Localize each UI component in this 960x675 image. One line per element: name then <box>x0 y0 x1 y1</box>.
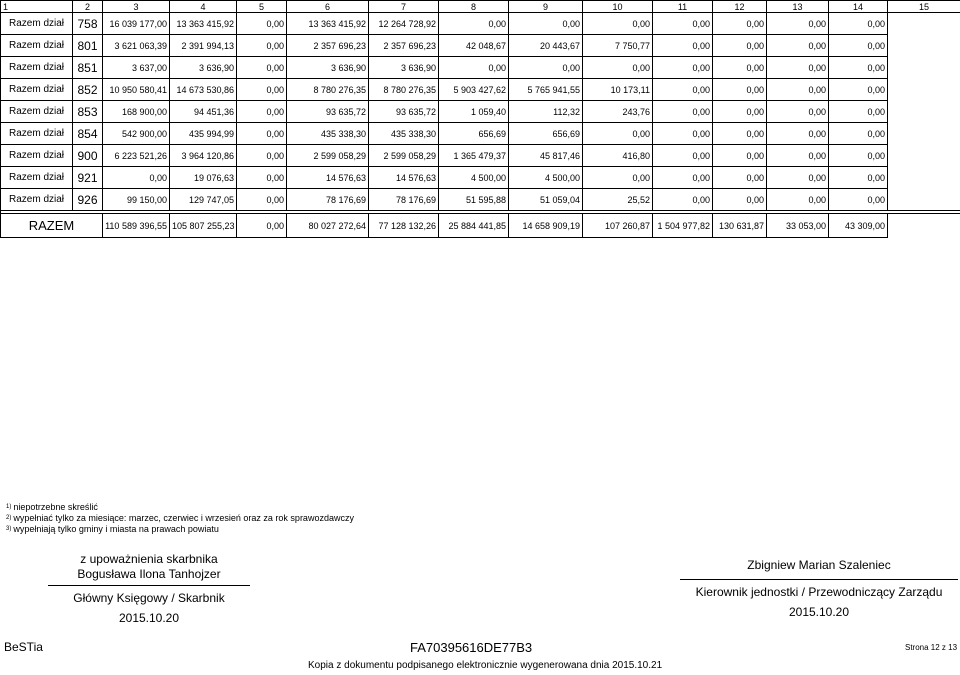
table-cell: 93 635,72 <box>369 101 439 123</box>
row-label: Razem dział <box>1 123 73 145</box>
column-number-5: 5 <box>237 1 287 13</box>
table-cell: 0,00 <box>439 13 509 35</box>
right-signature-name: Zbigniew Marian Szaleniec <box>747 558 891 572</box>
table-cell: 0,00 <box>767 123 829 145</box>
table-cell: 0,00 <box>767 79 829 101</box>
left-signature-block <box>48 552 250 625</box>
table-row <box>1 101 960 123</box>
table-cell: 0,00 <box>583 57 653 79</box>
left-signature-line2: Bogusława Ilona Tanhojzer <box>77 567 221 581</box>
column-number-15: 15 <box>888 1 960 13</box>
table-cell: 0,00 <box>713 57 767 79</box>
total-cell: 80 027 272,64 <box>287 214 369 238</box>
column-number-6: 6 <box>287 1 369 13</box>
table-cell: 0,00 <box>237 167 287 189</box>
table-row <box>1 167 960 189</box>
table-cell: 4 500,00 <box>509 167 583 189</box>
table-cell: 112,32 <box>509 101 583 123</box>
copy-note: Kopia z dokumentu podpisanego elektronicznie wygenerowana dnia 2015.10.21 <box>308 660 663 671</box>
row-code: 852 <box>73 79 103 101</box>
left-signature-role: Główny Księgowy / Skarbnik <box>73 591 225 605</box>
total-cell: 77 128 132,26 <box>369 214 439 238</box>
table-cell: 0,00 <box>237 13 287 35</box>
table-cell: 25,52 <box>583 189 653 211</box>
table-cell: 13 363 415,92 <box>170 13 237 35</box>
table-cell: 12 264 728,92 <box>369 13 439 35</box>
row-code: 801 <box>73 35 103 57</box>
table-cell: 0,00 <box>583 13 653 35</box>
column-number-9: 9 <box>509 1 583 13</box>
table-cell: 8 780 276,35 <box>369 79 439 101</box>
table-cell: 93 635,72 <box>287 101 369 123</box>
table-cell: 78 176,69 <box>287 189 369 211</box>
right-signature-date: 2015.10.20 <box>788 605 850 619</box>
table-cell: 0,00 <box>653 101 713 123</box>
table-cell: 656,69 <box>439 123 509 145</box>
column-number-1: 1 <box>1 1 73 13</box>
document-id: FA70395616DE77B3 <box>410 640 533 655</box>
total-cell: 33 053,00 <box>767 214 829 238</box>
total-cell: 0,00 <box>237 214 287 238</box>
table-cell: 416,80 <box>583 145 653 167</box>
table-row <box>1 35 960 57</box>
table-cell: 14 673 530,86 <box>170 79 237 101</box>
table-cell: 0,00 <box>767 145 829 167</box>
table-cell: 0,00 <box>829 123 888 145</box>
row-code: 921 <box>73 167 103 189</box>
table-cell: 16 039 177,00 <box>103 13 170 35</box>
table-cell: 51 059,04 <box>509 189 583 211</box>
table-cell: 0,00 <box>653 79 713 101</box>
row-label: Razem dział <box>1 13 73 35</box>
column-number-12: 12 <box>713 1 767 13</box>
table-row <box>1 13 960 35</box>
table-cell: 0,00 <box>583 167 653 189</box>
table-cell: 0,00 <box>237 145 287 167</box>
table-cell: 3 637,00 <box>103 57 170 79</box>
table-cell: 14 576,63 <box>287 167 369 189</box>
table-cell: 1 059,40 <box>439 101 509 123</box>
table-cell: 0,00 <box>713 13 767 35</box>
table-row <box>1 57 960 79</box>
row-code: 854 <box>73 123 103 145</box>
table-row <box>1 145 960 167</box>
column-number-4: 4 <box>170 1 237 13</box>
table-cell: 1 365 479,37 <box>439 145 509 167</box>
row-code: 851 <box>73 57 103 79</box>
table-row <box>1 189 960 211</box>
table-cell: 2 599 058,29 <box>287 145 369 167</box>
report-table <box>0 0 960 238</box>
total-row <box>1 214 960 238</box>
table-cell: 2 391 994,13 <box>170 35 237 57</box>
table-cell: 0,00 <box>237 35 287 57</box>
total-cell: 110 589 396,55 <box>103 214 170 238</box>
table-cell: 0,00 <box>653 57 713 79</box>
table-cell: 0,00 <box>237 101 287 123</box>
total-cell: 105 807 255,23 <box>170 214 237 238</box>
table-cell: 0,00 <box>767 35 829 57</box>
right-signature-block <box>680 558 958 619</box>
table-cell: 0,00 <box>829 145 888 167</box>
column-number-10: 10 <box>583 1 653 13</box>
table-cell: 0,00 <box>103 167 170 189</box>
total-label: RAZEM <box>1 214 103 238</box>
table-cell: 0,00 <box>829 79 888 101</box>
row-code: 900 <box>73 145 103 167</box>
table-cell: 2 357 696,23 <box>287 35 369 57</box>
table-cell: 10 173,11 <box>583 79 653 101</box>
table-cell: 0,00 <box>713 101 767 123</box>
footnotes <box>6 502 354 535</box>
table-cell: 435 338,30 <box>287 123 369 145</box>
table-cell: 243,76 <box>583 101 653 123</box>
table-cell: 0,00 <box>713 35 767 57</box>
left-signature-date: 2015.10.20 <box>118 611 180 625</box>
table-cell: 0,00 <box>713 123 767 145</box>
row-label: Razem dział <box>1 145 73 167</box>
table-cell: 51 595,88 <box>439 189 509 211</box>
table-cell: 45 817,46 <box>509 145 583 167</box>
table-cell: 3 636,90 <box>287 57 369 79</box>
row-label: Razem dział <box>1 35 73 57</box>
table-cell: 0,00 <box>767 101 829 123</box>
column-number-2: 2 <box>73 1 103 13</box>
table-cell: 435 994,99 <box>170 123 237 145</box>
table-cell: 5 765 941,55 <box>509 79 583 101</box>
table-cell: 8 780 276,35 <box>287 79 369 101</box>
table-cell: 0,00 <box>713 79 767 101</box>
table-cell: 4 500,00 <box>439 167 509 189</box>
table-cell: 0,00 <box>509 57 583 79</box>
total-cell: 107 260,87 <box>583 214 653 238</box>
app-name: BeSTia <box>4 640 43 654</box>
left-signature-line1: z upoważnienia skarbnika <box>80 552 218 566</box>
table-cell: 0,00 <box>237 123 287 145</box>
column-number-14: 14 <box>829 1 888 13</box>
table-cell: 0,00 <box>713 167 767 189</box>
right-signature-role: Kierownik jednostki / Przewodniczący Zarządu <box>695 585 943 599</box>
right-signature-rule <box>680 579 958 580</box>
column-number-3: 3 <box>103 1 170 13</box>
total-cell: 1 504 977,82 <box>653 214 713 238</box>
page-number: Strona 12 z 13 <box>905 643 958 652</box>
table-cell: 94 451,36 <box>170 101 237 123</box>
table-cell: 0,00 <box>767 189 829 211</box>
table-cell: 0,00 <box>829 167 888 189</box>
table-cell: 0,00 <box>237 79 287 101</box>
table-cell: 19 076,63 <box>170 167 237 189</box>
table-cell: 0,00 <box>439 57 509 79</box>
left-signature-rule <box>48 585 250 586</box>
table-cell: 0,00 <box>713 145 767 167</box>
table-cell: 6 223 521,26 <box>103 145 170 167</box>
table-cell: 3 621 063,39 <box>103 35 170 57</box>
table-cell: 13 363 415,92 <box>287 13 369 35</box>
table-cell: 435 338,30 <box>369 123 439 145</box>
table-cell: 129 747,05 <box>170 189 237 211</box>
table-cell: 0,00 <box>829 35 888 57</box>
footnote-2: $^{2)}$ wypełniać tylko za miesiące: marzec, czerwiec i wrzesień oraz za rok sprawozdawczy <box>6 513 354 523</box>
table-cell: 0,00 <box>829 101 888 123</box>
table-cell: 0,00 <box>653 167 713 189</box>
table-row <box>1 79 960 101</box>
footnote-1: $^{1)}$ niepotrzebne skreślić <box>6 502 98 512</box>
table-cell: 10 950 580,41 <box>103 79 170 101</box>
row-label: Razem dział <box>1 167 73 189</box>
total-cell: 25 884 441,85 <box>439 214 509 238</box>
table-cell: 0,00 <box>767 57 829 79</box>
table-cell: 3 636,90 <box>369 57 439 79</box>
table-cell: 3 964 120,86 <box>170 145 237 167</box>
table-cell: 0,00 <box>829 13 888 35</box>
table-cell: 656,69 <box>509 123 583 145</box>
row-code: 758 <box>73 13 103 35</box>
column-number-8: 8 <box>439 1 509 13</box>
table-cell: 7 750,77 <box>583 35 653 57</box>
table-cell: 0,00 <box>237 57 287 79</box>
table-cell: 0,00 <box>653 123 713 145</box>
table-cell: 0,00 <box>509 13 583 35</box>
table-cell: 78 176,69 <box>369 189 439 211</box>
table-cell: 3 636,90 <box>170 57 237 79</box>
total-cell: 14 658 909,19 <box>509 214 583 238</box>
column-number-11: 11 <box>653 1 713 13</box>
row-code: 926 <box>73 189 103 211</box>
table-cell: 5 903 427,62 <box>439 79 509 101</box>
footnote-3: $^{3)}$ wypełniają tylko gminy i miasta na prawach powiatu <box>6 524 219 534</box>
table-cell: 0,00 <box>767 167 829 189</box>
column-number-13: 13 <box>767 1 829 13</box>
row-code: 853 <box>73 101 103 123</box>
row-label: Razem dział <box>1 101 73 123</box>
header-row <box>1 1 960 13</box>
total-cell: 43 309,00 <box>829 214 888 238</box>
column-number-7: 7 <box>369 1 439 13</box>
total-cell: 130 631,87 <box>713 214 767 238</box>
table-cell: 42 048,67 <box>439 35 509 57</box>
table-cell: 0,00 <box>653 13 713 35</box>
table-cell: 0,00 <box>767 13 829 35</box>
table-cell: 14 576,63 <box>369 167 439 189</box>
table-cell: 0,00 <box>829 57 888 79</box>
table-cell: 542 900,00 <box>103 123 170 145</box>
table-cell: 0,00 <box>583 123 653 145</box>
table-row <box>1 123 960 145</box>
row-label: Razem dział <box>1 79 73 101</box>
table-cell: 2 599 058,29 <box>369 145 439 167</box>
table-cell: 0,00 <box>653 35 713 57</box>
table-cell: 168 900,00 <box>103 101 170 123</box>
row-label: Razem dział <box>1 189 73 211</box>
table-cell: 0,00 <box>829 189 888 211</box>
table-cell: 0,00 <box>713 189 767 211</box>
table-cell: 0,00 <box>653 189 713 211</box>
table-cell: 2 357 696,23 <box>369 35 439 57</box>
row-label: Razem dział <box>1 57 73 79</box>
table-cell: 99 150,00 <box>103 189 170 211</box>
table-cell: 0,00 <box>237 189 287 211</box>
table-cell: 20 443,67 <box>509 35 583 57</box>
table-cell: 0,00 <box>653 145 713 167</box>
